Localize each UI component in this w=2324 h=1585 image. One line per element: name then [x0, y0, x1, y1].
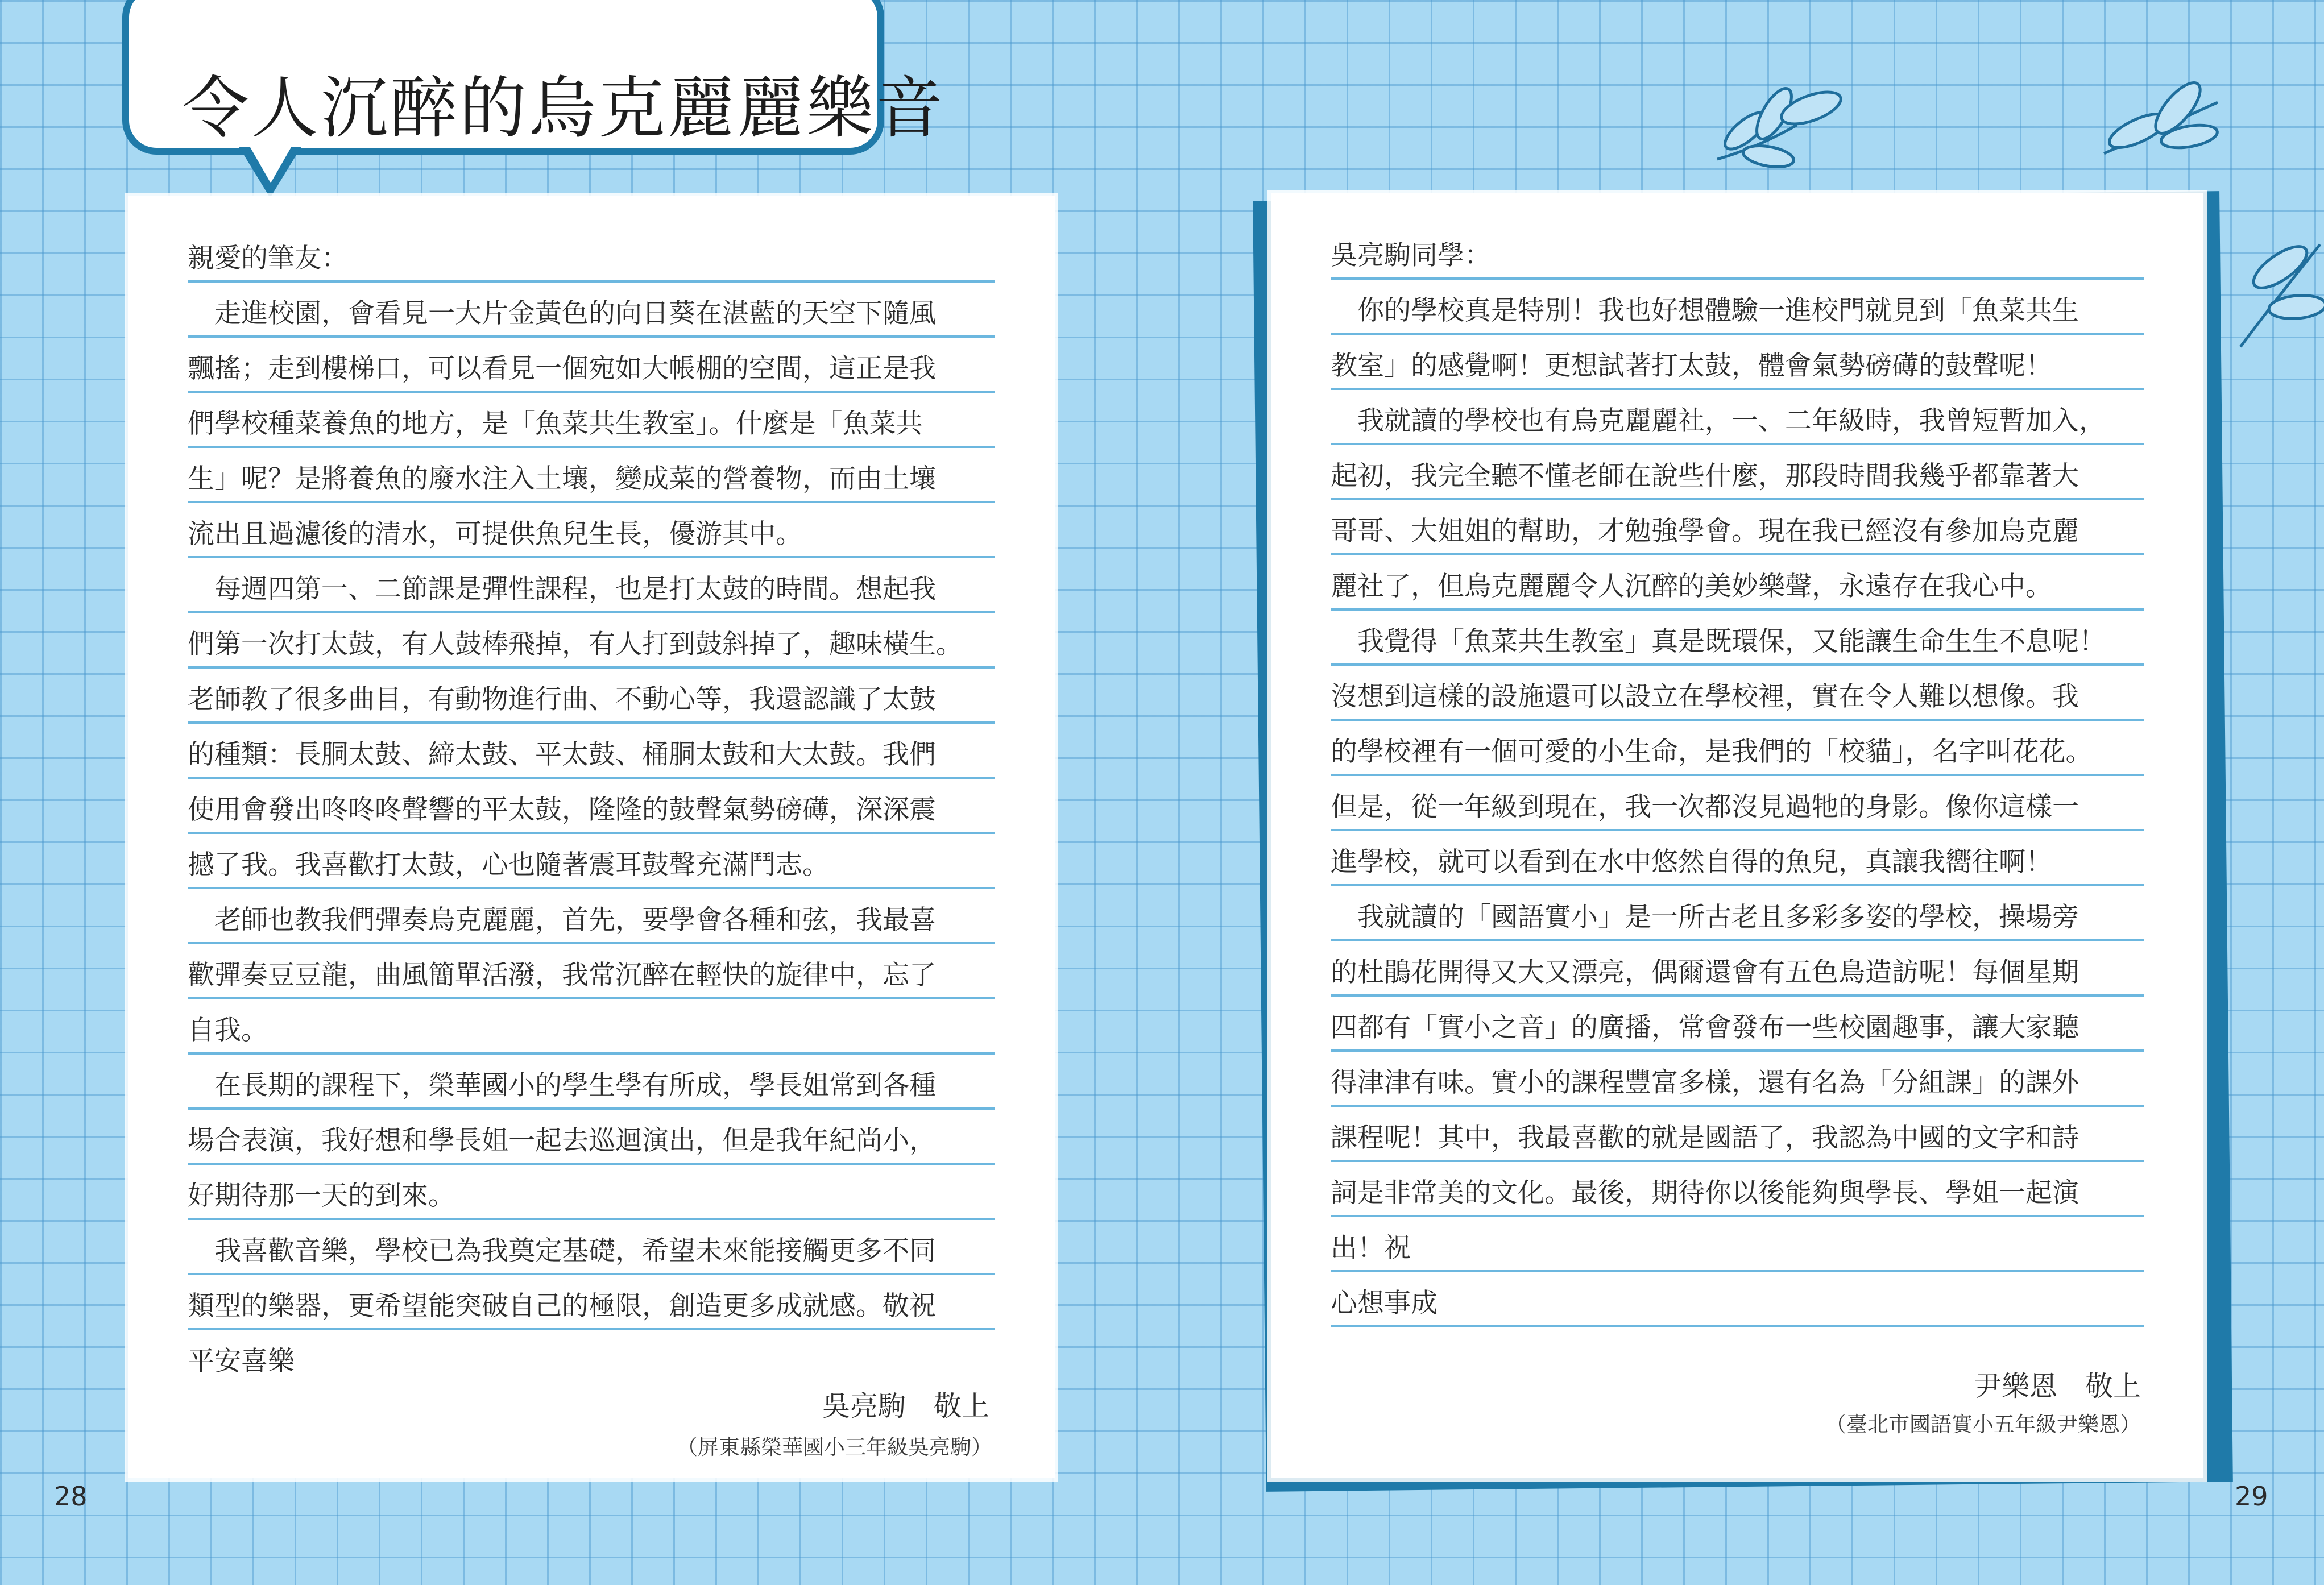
letter-line: 沒想到這樣的設施還可以設立在學校裡，實在令人難以想像。我 — [1331, 666, 2144, 721]
letter-line: 詞是非常美的文化。最後，期待你以後能夠與學長、學姐一起演 — [1331, 1162, 2144, 1217]
letter-line: 使用會發出咚咚咚聲響的平太鼓，隆隆的鼓聲氣勢磅礡，深深震 — [188, 779, 995, 834]
letter-line: 麗社了，但烏克麗麗令人沉醉的美妙樂聲，永遠存在我心中。 — [1331, 555, 2144, 611]
letter-line: 的杜鵑花開得又大又漂亮，偶爾還會有五色鳥造訪呢！每個星期 — [1331, 941, 2144, 997]
leaf-icon — [2229, 222, 2324, 352]
letter-line: 在長期的課程下，榮華國小的學生學有所成，學長姐常到各種 — [188, 1055, 995, 1110]
signature: 尹樂恩 敬上 — [1973, 1370, 2141, 1403]
letter-line: 走進校園，會看見一大片金黃色的向日葵在湛藍的天空下隨風 — [188, 283, 995, 338]
school-attribution: （屏東縣榮華國小三年級吳亮駒） — [677, 1435, 992, 1459]
letter-line: 流出且過濾後的清水，可提供魚兒生長，優游其中。 — [188, 503, 995, 558]
letter-line: 課程呢！其中，我最喜歡的就是國語了，我認為中國的文字和詩 — [1331, 1107, 2144, 1162]
letter-line: 得津津有味。實小的課程豐富多樣，還有名為「分組課」的課外 — [1331, 1052, 2144, 1107]
school-attribution: （臺北市國語實小五年級尹樂恩） — [1825, 1412, 2141, 1437]
letter-line: 心想事成 — [1331, 1272, 2144, 1327]
letter-right — [1271, 193, 2203, 1478]
letter-line: 們第一次打太鼓，有人鼓棒飛掉，有人打到鼓斜掉了，趣味橫生。 — [188, 613, 995, 669]
leaf-icon — [1706, 63, 1899, 176]
letter-line: 起初，我完全聽不懂老師在說些什麼，那段時間我幾乎都靠著大 — [1331, 445, 2144, 500]
letter-line: 的種類：長胴太鼓、締太鼓、平太鼓、桶胴太鼓和大太鼓。我們 — [188, 724, 995, 779]
signature: 吳亮駒 敬上 — [822, 1390, 989, 1422]
letter-line: 你的學校真是特別！我也好想體驗一進校門就見到「魚菜共生 — [1331, 280, 2144, 335]
letter-line: 老師也教我們彈奏烏克麗麗，首先，要學會各種和弦，我最喜 — [188, 889, 995, 944]
letter-line: 場合表演，我好想和學長姐一起去巡迴演出，但是我年紀尚小， — [188, 1110, 995, 1165]
letter-line: 的學校裡有一個可愛的小生命，是我們的「校貓」，名字叫花花。 — [1331, 721, 2144, 776]
page-number-right: 29 — [2235, 1481, 2268, 1512]
page-number-left: 28 — [54, 1481, 88, 1512]
leaf-icon — [2093, 68, 2229, 182]
letter-line: 我覺得「魚菜共生教室」真是既環保，又能讓生命生生不息呢！ — [1331, 611, 2144, 666]
letter-line: 吳亮駒同學： — [1331, 225, 2144, 280]
letter-line: 教室」的感覺啊！更想試著打太鼓，體會氣勢磅礡的鼓聲呢！ — [1331, 335, 2144, 390]
letter-line: 類型的樂器，更希望能突破自己的極限，創造更多成就感。敬祝 — [188, 1275, 995, 1330]
letter-line: 自我。 — [188, 999, 995, 1055]
letter-line: 每週四第一、二節課是彈性課程，也是打太鼓的時間。想起我 — [188, 558, 995, 613]
letter-left — [128, 196, 1055, 1478]
letter-line: 好期待那一天的到來。 — [188, 1165, 995, 1220]
letter-line: 老師教了很多曲目，有動物進行曲、不動心等，我還認識了太鼓 — [188, 669, 995, 724]
page-title: 令人沉醉的烏克麗麗樂音 — [182, 69, 946, 147]
letter-line: 哥哥、大姐姐的幫助，才勉強學會。現在我已經沒有參加烏克麗 — [1331, 500, 2144, 555]
letter-line: 四都有「實小之音」的廣播，常會發布一些校園趣事，讓大家聽 — [1331, 997, 2144, 1052]
letter-line: 我就讀的「國語實小」是一所古老且多彩多姿的學校，操場旁 — [1331, 886, 2144, 941]
letter-right-lines — [1331, 225, 2144, 1327]
letter-line: 但是，從一年級到現在，我一次都沒見過牠的身影。像你這樣一 — [1331, 776, 2144, 831]
letter-line: 我喜歡音樂，學校已為我奠定基礎，希望未來能接觸更多不同 — [188, 1220, 995, 1275]
letter-left-lines — [188, 227, 995, 1385]
letter-line: 們學校種菜養魚的地方，是「魚菜共生教室」。什麼是「魚菜共 — [188, 393, 995, 448]
letter-line: 撼了我。我喜歡打太鼓，心也隨著震耳鼓聲充滿鬥志。 — [188, 834, 995, 889]
letter-line: 生」呢？是將養魚的廢水注入土壤，變成菜的營養物，而由土壤 — [188, 448, 995, 503]
letter-line: 我就讀的學校也有烏克麗麗社，一、二年級時，我曾短暫加入， — [1331, 390, 2144, 445]
letter-line: 平安喜樂 — [188, 1346, 295, 1377]
letter-line: 飄搖；走到樓梯口，可以看見一個宛如大帳棚的空間，這正是我 — [188, 338, 995, 393]
letter-line: 親愛的筆友： — [188, 227, 995, 283]
letter-line: 出！祝 — [1331, 1217, 2144, 1272]
letter-line: 歡彈奏豆豆龍，曲風簡單活潑，我常沉醉在輕快的旋律中，忘了 — [188, 944, 995, 999]
letter-line: 進學校，就可以看到在水中悠然自得的魚兒，真讓我嚮往啊！ — [1331, 831, 2144, 886]
